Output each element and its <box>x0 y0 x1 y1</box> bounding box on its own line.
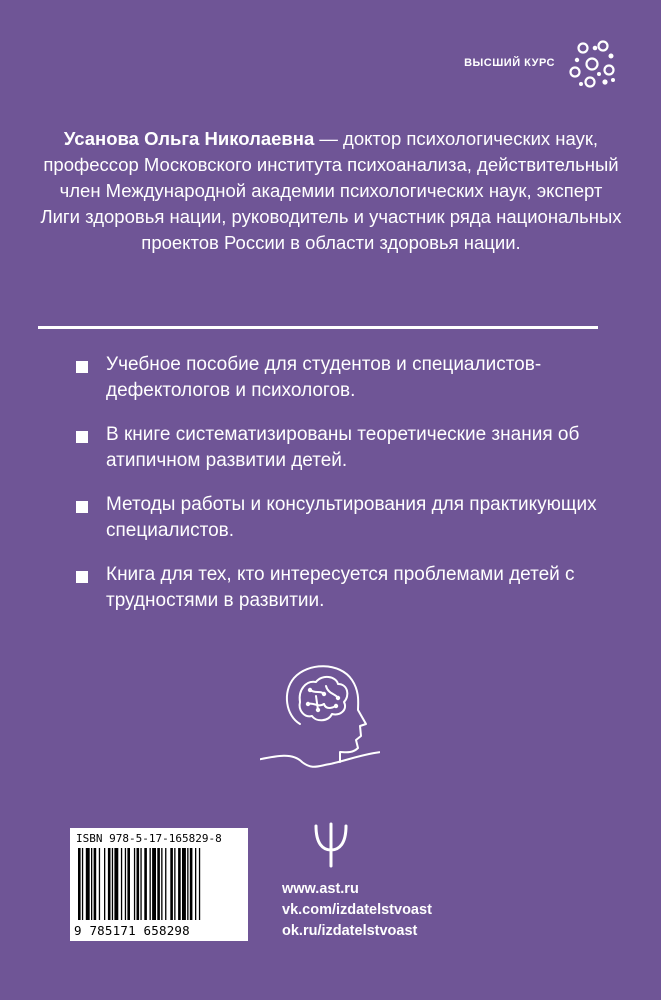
author-bio <box>38 126 624 256</box>
barcode-bar <box>199 848 200 920</box>
dots-triangle-icon <box>565 36 619 90</box>
square-bullet-icon <box>76 431 88 443</box>
barcode-bar <box>152 848 156 920</box>
square-bullet-icon <box>76 501 88 513</box>
barcode-bar <box>108 848 111 920</box>
link-vk[interactable]: vk.com/izdatelstvoast <box>282 902 432 918</box>
barcode-bars-icon <box>78 848 240 920</box>
barcode-bar <box>121 848 122 920</box>
barcode-bar <box>86 848 90 920</box>
barcode-bar <box>127 848 130 920</box>
series-label: ВЫСШИЙ КУРС <box>464 57 555 69</box>
square-bullet-icon <box>76 361 88 373</box>
barcode-bar <box>157 848 160 920</box>
barcode-bar <box>195 848 196 920</box>
feature-text: Учебное пособие для студентов и специалистов-дефектологов и психологов. <box>106 354 542 401</box>
barcode-bar <box>94 848 97 920</box>
barcode-bar <box>114 848 118 920</box>
feature-text: Книга для тех, кто интересуется проблемами детей с трудностями в развитии. <box>106 564 575 611</box>
author-bio-text: — доктор психологических наук, профессор Московского института психоанализа, действительный член Международной академии психологических наук, эксперт Лиги здоровья нации, руководитель и участник ряда национальных проектов России в области здоровья нации. <box>40 128 622 253</box>
barcode-bar <box>104 848 105 920</box>
feature-item <box>76 422 616 474</box>
features-list <box>76 352 616 632</box>
barcode-bar <box>144 848 147 920</box>
barcode-bar <box>82 848 83 920</box>
barcode-bar <box>187 848 188 920</box>
author-name: Усанова Ольга Николаевна <box>63 128 315 149</box>
barcode-bar <box>125 848 126 920</box>
link-ok[interactable]: ok.ru/izdatelstvoast <box>282 923 418 939</box>
feature-item <box>76 562 616 614</box>
barcode-bar <box>174 848 175 920</box>
barcode-bar <box>78 848 81 920</box>
feature-text: В книге систематизированы теоретические знания об атипичном развитии детей. <box>106 424 580 471</box>
barcode-bar <box>91 848 92 920</box>
barcode-digits: 9 785171 658298 <box>74 923 190 938</box>
psi-icon <box>313 822 349 868</box>
barcode-bar <box>190 848 193 920</box>
barcode-bar <box>182 848 186 920</box>
series-badge <box>464 36 619 90</box>
barcode-bar <box>99 848 100 920</box>
feature-item <box>76 352 616 404</box>
publisher-links <box>282 879 432 942</box>
isbn-text: ISBN 978-5-17-165829-8 <box>76 832 222 845</box>
feature-item <box>76 492 616 544</box>
barcode-bar <box>170 848 173 920</box>
square-bullet-icon <box>76 571 88 583</box>
barcode-bar <box>134 848 135 920</box>
feature-text: Методы работы и консультирования для практикующих специалистов. <box>106 494 597 541</box>
barcode-bar <box>137 848 140 920</box>
barcode-bar <box>112 848 113 920</box>
barcode-bar <box>178 848 181 920</box>
divider-top <box>38 326 598 329</box>
link-website[interactable]: www.ast.ru <box>282 881 359 897</box>
barcode-bar <box>140 848 141 920</box>
barcode-bar <box>150 848 151 920</box>
barcode <box>70 828 248 941</box>
barcode-bar <box>161 848 162 920</box>
barcode-bar <box>165 848 166 920</box>
head-brain-icon <box>260 650 380 770</box>
